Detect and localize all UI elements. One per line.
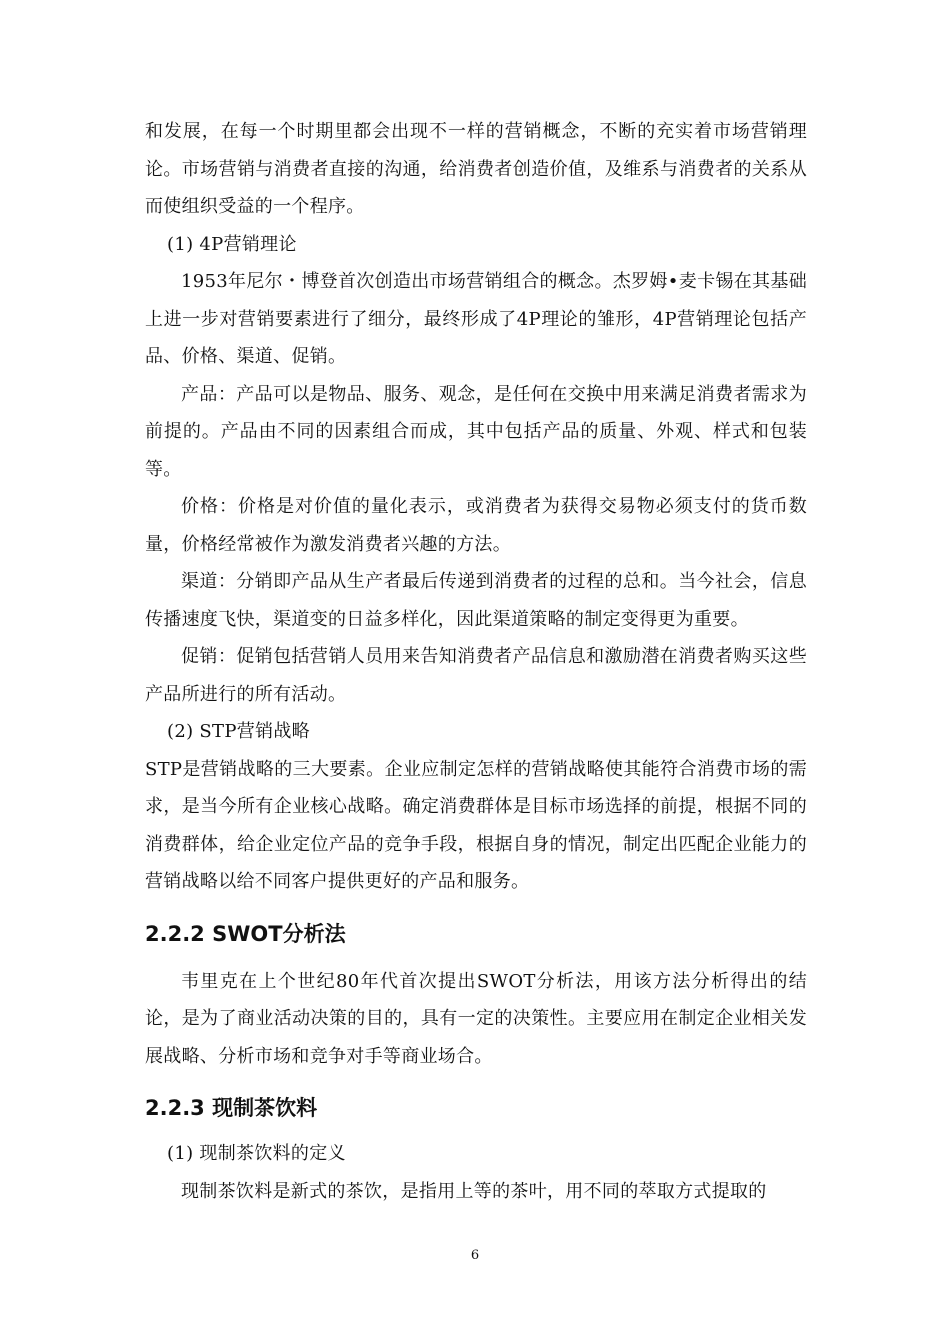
paragraph-channel: 渠道：分销即产品从生产者最后传递到消费者的过程的总和。当今社会，信息传播速度飞快，渠道变的日益多样化，因此渠道策略的制定变得更为重要。 [145, 571, 807, 630]
section-heading-fresh-tea: 2.2.3 现制茶饮料 [145, 1096, 318, 1120]
heading-stp-strategy: (2) STP营销战略 [167, 721, 310, 742]
paragraph-4p-theory: 1953年尼尔・博登首次创造出市场营销组合的概念。杰罗姆•麦卡锡在其基础上进一步对营销要素进行了细分，最终形成了4P理论的雏形，4P营销理论包括产品、价格、渠道、促销。 [145, 271, 807, 367]
heading-4p-theory: (1) 4P营销理论 [167, 233, 297, 255]
section-heading-swot: 2.2.2 SWOT分析法 [145, 921, 346, 946]
page-number: 6 [470, 1248, 480, 1263]
paragraph-promotion: 促销：促销包括营销人员用来告知消费者产品信息和激励潜在消费者购买这些产品所进行的所有活动。 [145, 646, 807, 705]
page-content [145, 113, 807, 1210]
heading-fresh-tea-definition: (1) 现制茶饮料的定义 [167, 1143, 346, 1164]
paragraph-fresh-tea-definition: 现制茶饮料是新式的茶饮，是指用上等的茶叶，用不同的萃取方式提取的 [181, 1180, 767, 1202]
paragraph-price: 价格：价格是对价值的量化表示，或消费者为获得交易物必须支付的货币数量，价格经常被作为激发消费者兴趣的方法。 [145, 496, 807, 555]
paragraph-swot: 韦里克在上个世纪80年代首次提出SWOT分析法，用该方法分析得出的结论，是为了商业活动决策的目的，具有一定的决策性。主要应用在制定企业相关发展战略、分析市场和竞争对手等商业场合。 [145, 970, 807, 1067]
paragraph-marketing-intro: 和发展，在每一个时期里都会出现不一样的营销概念，不断的充实着市场营销理论。市场营销与消费者直接的沟通，给消费者创造价值，及维系与消费者的关系从而使组织受益的一个程序。 [145, 121, 807, 217]
paragraph-product: 产品：产品可以是物品、服务、观念，是任何在交换中用来满足消费者需求为前提的。产品由不同的因素组合而成，其中包括产品的质量、外观、样式和包装等。 [145, 383, 807, 480]
paragraph-stp-strategy: STP是营销战略的三大要素。企业应制定怎样的营销战略使其能符合消费市场的需求，是当今所有企业核心战略。确定消费群体是目标市场选择的前提，根据不同的消费群体，给企业定位产品的竞争手段，根据自身的情况，制定出匹配企业能力的营销战略以给不同客户提供更好的产品和服务。 [145, 758, 807, 892]
